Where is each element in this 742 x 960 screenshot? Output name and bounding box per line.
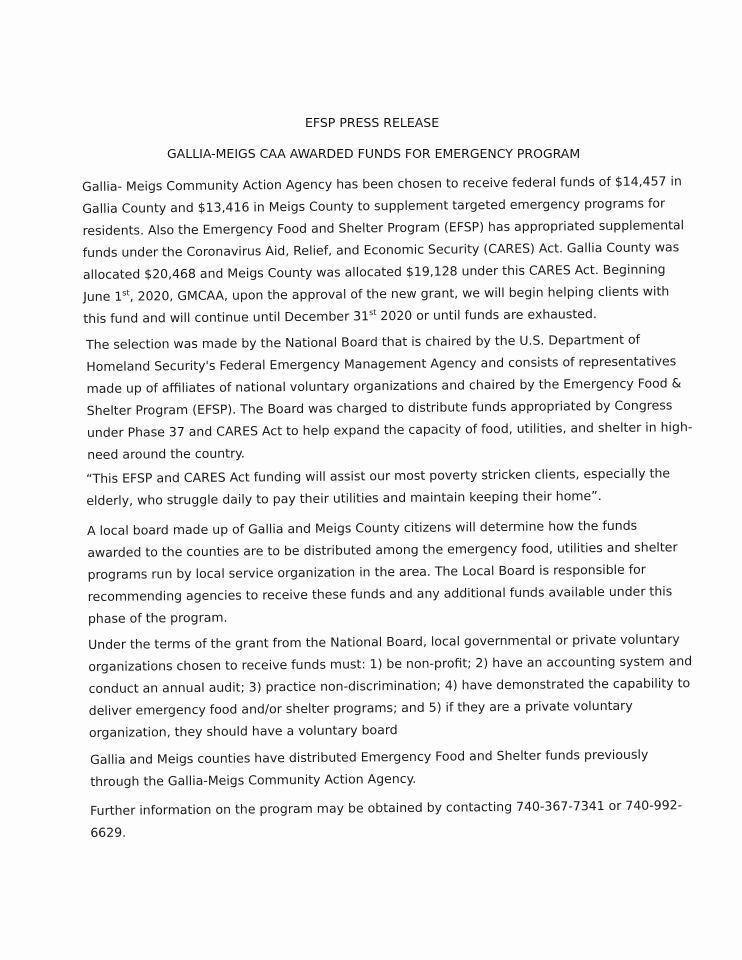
text-line: organization, they should have a voluntary board: [88, 722, 398, 740]
text-line: under Phase 37 and CARES Act to help expand the capacity of food, utilities, and shelter in high-: [86, 419, 693, 440]
headline: GALLIA-MEIGS CAA AWARDED FUNDS FOR EMERGENCY PROGRAM: [167, 146, 581, 161]
text-line: Under the terms of the grant from the National Board, local governmental or private voluntary: [88, 631, 680, 652]
text-line: Gallia- Meigs Community Action Agency has been chosen to receive federal funds of $14,457 in: [82, 173, 682, 194]
paragraph-5: [88, 628, 693, 744]
paragraph-3: [86, 462, 670, 512]
text-fragment: June 1: [83, 288, 123, 304]
superscript: st: [122, 288, 130, 298]
text-fragment: this fund and will continue until December 31: [83, 308, 370, 326]
text-line: funds under the Coronavirus Aid, Relief, and Economic Security (CARES) Act. Gallia County was: [82, 239, 680, 260]
text-line: “This EFSP and CARES Act funding will assist our most poverty stricken clients, especially the: [86, 465, 671, 486]
text-line: deliver emergency food and/or shelter programs; and 5) if they are a private voluntary: [88, 697, 633, 718]
text-line: phase of the program.: [87, 609, 228, 626]
text-line: [83, 302, 685, 330]
text-line: recommending agencies to receive these funds and any additional funds available under this: [87, 583, 673, 604]
paragraph-6: [90, 744, 649, 793]
text-fragment: , 2020, GMCAA, upon the approval of the new grant, we will begin helping clients with: [129, 283, 670, 304]
text-line: through the Gallia-Meigs Community Action Agency.: [90, 770, 417, 789]
text-line: Shelter Program (EFSP). The Board was charged to distribute funds appropriated by Congress: [86, 397, 673, 418]
text-line: 6629.: [90, 824, 127, 840]
paragraph-2: [86, 328, 693, 466]
paragraph-7: [90, 794, 682, 844]
paragraph-4: [87, 514, 678, 630]
text-fragment: 2020 or until funds are exhausted.: [376, 306, 597, 324]
text-line: Further information on the program may be obtained by contacting 740-367-7341 or 740-992-: [90, 797, 683, 818]
text-line: residents. Also the Emergency Food and Shelter Program (EFSP) has appropriated supplemental: [82, 217, 685, 238]
paragraph-1: [82, 170, 685, 330]
text-line: allocated $20,468 and Meigs County was allocated $19,128 under this CARES Act. Beginning: [82, 261, 666, 282]
text-line: Gallia County and $13,416 in Meigs County to supplement targeted emergency programs for: [82, 195, 666, 216]
text-line: awarded to the counties are to be distributed among the emergency food, utilities and shelter: [87, 539, 678, 560]
text-line: elderly, who struggle daily to pay their utilities and maintain keeping their home”.: [86, 488, 602, 508]
page-title: EFSP PRESS RELEASE: [305, 115, 440, 130]
text-line: The selection was made by the National Board that is chaired by the U.S. Department of: [86, 331, 641, 352]
superscript: st: [369, 308, 377, 318]
text-line: need around the country.: [87, 445, 245, 462]
text-line: conduct an annual audit; 3) practice non-discrimination; 4) have demonstrated the capability to: [88, 675, 691, 696]
text-line: organizations chosen to receive funds must: 1) be non-profit; 2) have an accounting system and: [88, 653, 693, 674]
text-line: made up of affiliates of national voluntary organizations and chaired by the Emergency Food &: [86, 375, 682, 396]
text-line: programs run by local service organization in the area. The Local Board is responsible for: [87, 561, 646, 582]
text-line: Homeland Security's Federal Emergency Management Agency and consists of representatives: [86, 353, 677, 374]
text-line: Gallia and Meigs counties have distributed Emergency Food and Shelter funds previously: [90, 746, 649, 767]
text-line: A local board made up of Gallia and Meigs County citizens will determine how the funds: [87, 517, 638, 538]
